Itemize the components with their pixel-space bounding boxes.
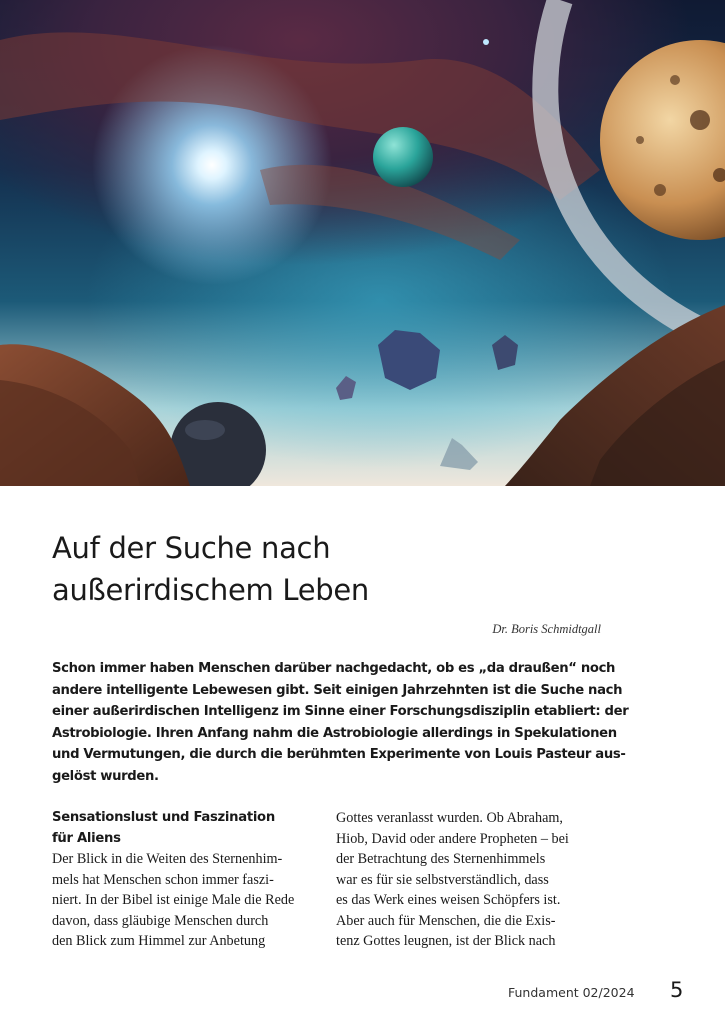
body-line: war es für sie selbstverständlich, dass [336,871,549,888]
lead-line: Schon immer haben Menschen darüber nachgedacht, ob es „da draußen“ noch [52,661,616,676]
subheading-line: für Aliens [52,830,121,846]
body-line: Hiob, David oder andere Propheten – bei [336,830,569,847]
body-line: Der Blick in die Weiten des Sternenhim- [52,851,283,867]
body-line: den Blick zum Himmel zur Anbetung [52,933,266,949]
footer-page-number: 5 [670,978,684,1002]
body-line: mels hat Menschen schon immer faszi- [52,871,274,888]
body-line: tenz Gottes leugnen, ist der Blick nach [336,933,556,949]
hero-space-illustration [0,0,725,486]
body-line: niert. In der Bibel ist einige Male die Rede [52,892,295,908]
author-byline: Dr. Boris Schmidtgall [492,622,601,636]
lead-line: Astrobiologie. Ihren Anfang nahm die Astrobiologie allerdings in Spekulationen [52,725,617,741]
body-column-left [52,808,322,952]
body-line: es das Werk eines weisen Schöpfers ist. [336,892,561,908]
article-title-line: außerirdischem Leben [52,573,369,607]
article-title-line: Auf der Suche nach [52,531,331,565]
space-scene-graphic [0,0,725,486]
lead-line: gelöst wurden. [52,768,159,784]
footer-magazine-issue: Fundament 02/2024 [508,985,635,1000]
body-line: Gottes veranlasst wurden. Ob Abraham, [336,810,563,826]
lead-line: andere intelligente Lebewesen gibt. Seit einigen Jahrzehnten ist die Suche nach [52,682,623,698]
body-line: der Betrachtung des Sternenhimmels [336,851,546,867]
lead-line: und Vermutungen, die durch die berühmten Experimente von Louis Pasteur aus- [52,747,626,762]
lead-line: einer außerirdischen Intelligenz im Sinne einer Forschungsdisziplin etabliert: der [52,704,629,719]
body-column-right [336,808,606,952]
article-title [52,527,512,611]
subheading-line: Sensationslust und Faszination [52,810,275,825]
lead-paragraph [52,658,629,787]
body-line: Aber auch für Menschen, die die Exis- [336,912,556,929]
body-text-left [52,849,322,952]
body-text-right [336,808,606,952]
body-line: davon, dass gläubige Menschen durch [52,912,269,929]
section-subheading [52,808,322,849]
